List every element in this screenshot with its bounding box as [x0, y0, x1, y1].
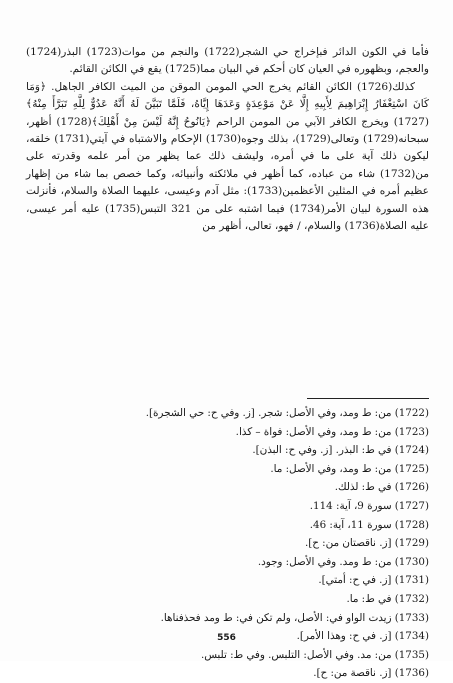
footnote: (1727) سورة 9، آية: 114. [309, 499, 429, 512]
footnote: (1728) سورة 11، آية: 46. [309, 518, 429, 531]
footnote: (1731) [ز. في ح: أمتي]. [318, 574, 429, 587]
footnote: (1722) من: ط ومد، وفي الأصل: شجر. [ز. وفي ح: حي الشجرة]. [145, 407, 429, 419]
footnote: (1726) في ط: لذلك. [334, 481, 429, 494]
footnote: (1735) من: مد. وفي الأصل: التلبس. وفي ط: تلبس. [201, 648, 429, 661]
main-text [26, 44, 429, 235]
page-number: 556 [217, 633, 236, 643]
footnote: (1729) [ز. ناقصتان من: ح]. [304, 537, 429, 550]
paragraph-2: كذلك(1726) الكائن القائم يخرج الحي المومن الموقن من الميت الكافر الجاهل. ﴿وَمَا كَانَ اسْتِغْفَارُ إِبْرَاهِيمَ لِأَبِيهِ إِلَّا عَنْ مَوْعِدَةٍ وَعَدَهَا إِيَّاهُ، فَلَمَّا تَبَيَّنَ لَهُ أَنَّهُ عَدُوٌّ لِلَّهِ تَبَرَّأَ مِنْهُ﴾(1727) ويخرج الكافر الآبي من المومن الراحم ﴿يَانُوحُ إِنَّهُ لَيْسَ مِنْ أَهْلِكَ﴾(1728) أظهر، سبحانه(1729) وتعالى(1729)، بذلك وجوه(1730) الإحكام والاشتباه في آيتي(1731) خلقه، ليكون ذلك آية على ما في أمره، وليشف ذلك عما يظهر من أمر علمه وقدرته على من(1732) شاء من عباده، كما أظهر في ملائكته وأنبيائه، وكما خصص بما شاء من إظهار عظيم أمره في المثلين الأعظمين(1733): مثل آدم وعيسى، عليهما الصلاة والسلام، فأنزلت هذه السورة لبيان الأمر(1734) فيما اشتبه على من 321 التبس(1735) عليه أمر عيسى، عليه الصلاة(1736) والسلام، / فهو، تعالى، أظهر من [26, 80, 430, 233]
paragraph-1: فأما في الكون الدائر فبإخراج حي الشجر(1722) والنجم من موات(1723) البذر(1724) والعجم، وبظهوره في العيان كان أحكم في البيان مما(1725) يقع في الكائن القائم. [26, 46, 429, 76]
footnote: (1723) من: ط ومد، وفي الأصل: فواة – كذا. [235, 425, 429, 438]
footnote: (1730) من: ط ومد. وفي الأصل: وجود. [257, 555, 429, 568]
footnote-divider [307, 398, 429, 399]
footnote: (1734) [ز. في ح: وهذا الأمر]. [296, 630, 429, 643]
footnote: (1724) في ط: البذر. [ز. وفي ح: البذن]. [252, 444, 429, 457]
footnote: (1732) في ط: ما. [346, 592, 429, 605]
footnote: (1725) من: ط ومد، وفي الأصل: ما. [270, 462, 429, 475]
footnote: (1736) [ز. ناقصة من: ح]. [313, 667, 429, 680]
footnote: (1733) زيدت الواو في: الأصل، ولم تكن في: ط ومد فحذفناها. [160, 611, 429, 624]
